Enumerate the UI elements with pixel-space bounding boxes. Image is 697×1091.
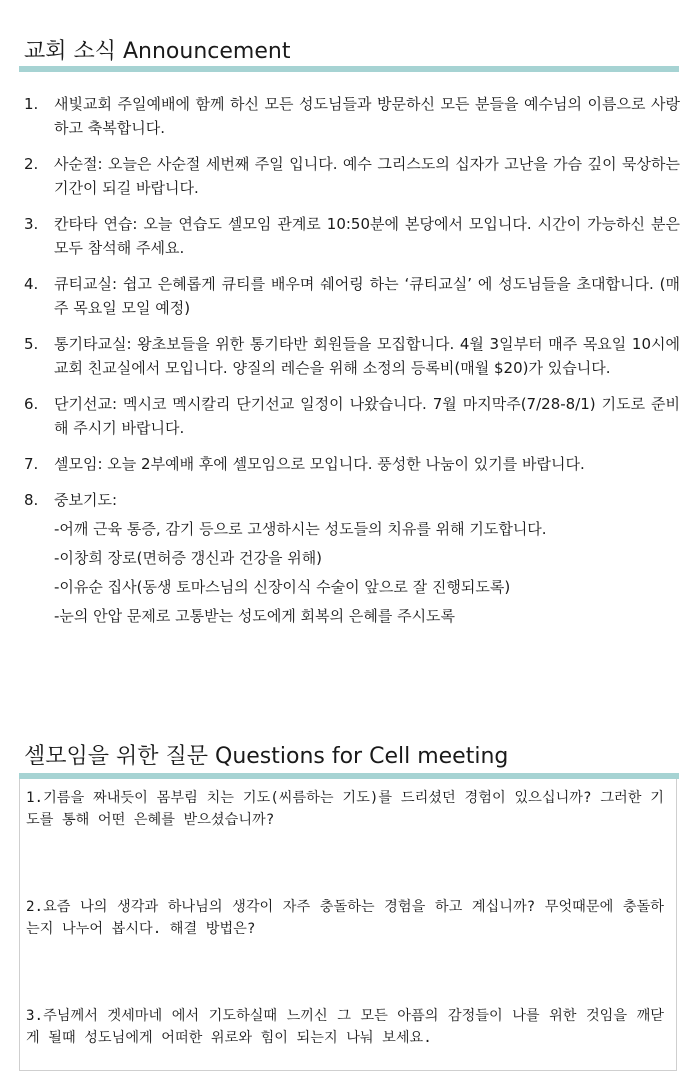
item-text: 큐티교실: 쉽고 은혜롭게 큐티를 배우며 쉐어링 하는 ‘큐티교실’ 에 성도님들을 초대합니다. (매주 목요일 모일 예정) (54, 275, 680, 317)
item-text: 셀모임: 오늘 2부예배 후에 셀모임으로 모입니다. 풍성한 나눔이 있기를 바랍니다. (54, 455, 585, 473)
questions-box (19, 779, 677, 1071)
question-item: 2.요즘 나의 생각과 하나님의 생각이 자주 충돌하는 경험을 하고 계십니까? 무엇때문에 충돌하는지 나누어 봅시다. 해결 방법은? (26, 899, 664, 937)
announcement-item (24, 392, 680, 440)
item-text: 단기선교: 멕시코 멕시칼리 단기선교 일정이 나왔습니다. 7월 마지막주(7/28-8/1) 기도로 준비해 주시기 바랍니다. (54, 395, 680, 437)
item-text: 칸타타 연습: 오늘 연습도 셀모임 관계로 10:50분에 본당에서 모입니다. 시간이 가능하신 분은 모두 참석해 주세요. (54, 215, 680, 257)
item-number: 7. (24, 455, 39, 473)
cell-meeting-title: 셀모임을 위한 질문 Questions for Cell meeting (24, 744, 509, 769)
question-item: 1.기름을 짜내듯이 몸부림 치는 기도(씨름하는 기도)를 드리셨던 경험이 있으십니까? 그러한 기도를 통해 어떤 은혜를 받으셨습니까? (26, 790, 664, 828)
item-number: 1. (24, 95, 39, 113)
prayer-request-item: -눈의 안압 문제로 고통받는 성도에게 회복의 은혜를 주시도록 (54, 607, 456, 625)
announcement-item (24, 92, 680, 140)
item-text: 새빛교회 주일예배에 함께 하신 모든 성도님들과 방문하신 모든 분들을 예수님의 이름으로 사랑하고 축복합니다. (54, 95, 680, 137)
item-number: 8. (24, 491, 39, 509)
announcement-list (24, 92, 680, 640)
prayer-request-list (54, 517, 680, 628)
announcement-item (24, 332, 680, 380)
prayer-request-block (54, 488, 680, 628)
announcement-item (24, 212, 680, 260)
item-number: 4. (24, 275, 39, 293)
announcement-divider (19, 66, 679, 72)
item-number: 5. (24, 335, 39, 353)
question-item: 3.주님께서 겟세마네 에서 기도하실때 느끼신 그 모든 아픔의 감정들이 나를 위한 것임을 깨닫게 될때 성도님에게 어떠한 위로와 힘이 되는지 나눠 보세요. (26, 1008, 664, 1046)
item-number: 3. (24, 215, 39, 233)
item-text: 사순절: 오늘은 사순절 세번째 주일 입니다. 예수 그리스도의 십자가 고난을 가슴 깊이 묵상하는 기간이 되길 바랍니다. (54, 155, 680, 197)
prayer-request-item: -이유순 집사(동생 토마스님의 신장이식 수술이 앞으로 잘 진행되도록) (54, 578, 511, 596)
item-number: 2. (24, 155, 39, 173)
prayer-request-item: -어깨 근육 통증, 감기 등으로 고생하시는 성도들의 치유를 위해 기도합니다. (54, 520, 547, 538)
announcement-item (24, 452, 680, 476)
announcement-item (24, 272, 680, 320)
item-text: 중보기도: (54, 491, 118, 509)
announcement-title: 교회 소식 Announcement (24, 39, 291, 64)
prayer-request-item: -이창희 장로(면허증 갱신과 건강을 위해) (54, 549, 323, 567)
item-text: 통기타교실: 왕초보들을 위한 통기타반 회원들을 모집합니다. 4월 3일부터 매주 목요일 10시에 교회 친교실에서 모입니다. 양질의 레슨을 위해 소정의 등록비(매월 $20)가 있습니다. (54, 335, 680, 377)
item-number: 6. (24, 395, 39, 413)
announcement-item (24, 488, 680, 628)
announcement-item (24, 152, 680, 200)
